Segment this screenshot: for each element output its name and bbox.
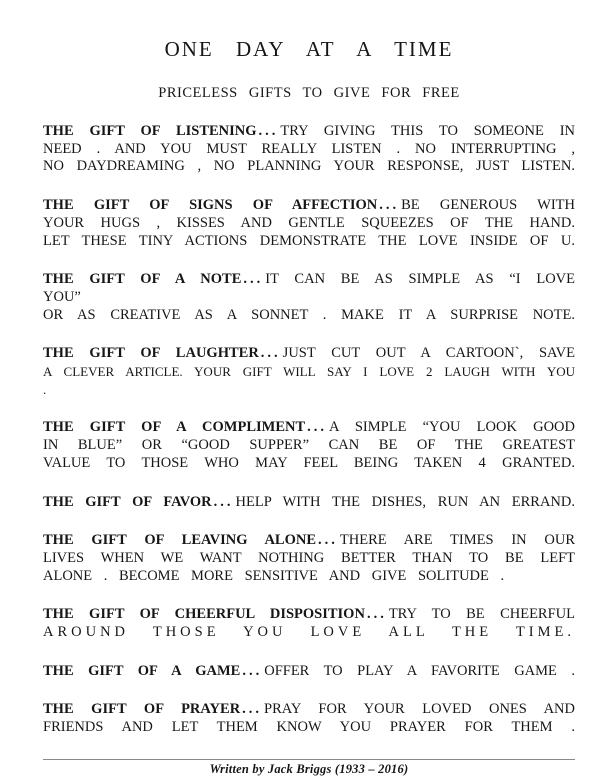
gift-line	[43, 345, 575, 363]
gift-line	[43, 419, 575, 437]
gift-paragraph	[43, 345, 575, 398]
ellipsis: ...	[242, 662, 263, 679]
ellipsis: ...	[242, 701, 263, 718]
gift-text: TRY TO BE CHEERFUL	[388, 606, 575, 623]
gift-text: OFFER TO PLAY A FAVORITE GAME .	[264, 662, 575, 679]
page-subtitle: PRICELESS GIFTS TO GIVE FOR FREE	[158, 85, 460, 101]
gift-text: IT CAN BE AS SIMPLE AS “I LOVE YOU”	[43, 271, 576, 305]
ellipsis: ...	[213, 493, 234, 510]
gift-line	[43, 701, 575, 719]
gift-line	[43, 197, 575, 215]
gift-line	[43, 663, 575, 681]
gift-line	[43, 494, 575, 512]
gift-text: THERE ARE TIMES IN OUR	[339, 532, 575, 549]
gift-line: LET THESE TINY ACTIONS DEMONSTRATE THE LOVE INSIDE OF U.	[43, 232, 575, 249]
ellipsis: ...	[366, 606, 387, 623]
gift-paragraph	[43, 606, 575, 641]
gift-line: OR AS CREATIVE AS A SONNET . MAKE IT A SURPRISE NOTE.	[43, 306, 575, 323]
gift-line: NEED . AND YOU MUST REALLY LISTEN . NO INTERRUPTING ,	[43, 140, 575, 157]
page-footer	[43, 759, 575, 777]
footer-divider	[43, 759, 575, 760]
gift-line: FRIENDS AND LET THEM KNOW YOU PRAYER FOR THEM .	[43, 719, 575, 736]
gift-paragraph	[43, 494, 575, 512]
gift-paragraph	[43, 532, 575, 585]
ellipsis: ...	[318, 532, 338, 549]
gift-text: HELP WITH THE DISHES, RUN AN ERRAND.	[235, 493, 575, 510]
gift-line	[43, 532, 575, 550]
gift-line: YOUR HUGS , KISSES AND GENTLE SQUEEZES OF THE HAND.	[43, 214, 575, 231]
gift-line: NO DAYDREAMING , NO PLANNING YOUR RESPONSE, JUST LISTEN.	[43, 158, 575, 175]
gift-paragraph	[43, 701, 575, 736]
gift-lead: THE GIFT OF A GAME	[43, 662, 241, 679]
gift-line: VALUE TO THOSE WHO MAY FEEL BEING TAKEN 4 GRANTED.	[43, 454, 575, 471]
page-title: ONE DAY AT A TIME	[164, 37, 454, 61]
gift-line: IN BLUE” OR “GOOD SUPPER” CAN BE OF THE GREATEST	[43, 437, 575, 454]
gift-text: TRY GIVING THIS TO SOMEONE IN	[280, 123, 575, 139]
gift-lead: THE GIFT OF SIGNS OF AFFECTION	[43, 197, 378, 214]
gift-lead: THE GIFT OF A NOTE	[43, 271, 242, 288]
gift-lead: THE GIFT OF CHEERFUL DISPOSITION	[43, 606, 365, 623]
gift-paragraph	[43, 663, 575, 681]
gift-line: ALONE . BECOME MORE SENSITIVE AND GIVE SOLITUDE .	[43, 567, 505, 584]
gift-line	[43, 271, 575, 306]
gift-line: A CLEVER ARTICLE. YOUR GIFT WILL SAY I LOVE 2 LAUGH WITH YOU .	[43, 364, 575, 397]
ellipsis: ...	[260, 345, 281, 362]
gift-lead: THE GIFT OF FAVOR	[43, 493, 212, 510]
gift-text: JUST CUT OUT A CARTOON`, SAVE	[282, 345, 575, 362]
gift-paragraph	[43, 123, 575, 176]
gift-line	[43, 123, 575, 141]
ellipsis: ...	[243, 271, 264, 288]
gift-paragraph	[43, 419, 575, 472]
gift-text: PRAY FOR YOUR LOVED ONES AND	[264, 701, 576, 718]
gift-list	[43, 123, 575, 737]
ellipsis: ...	[379, 197, 400, 214]
gift-lead: THE GIFT OF PRAYER	[43, 701, 241, 718]
gift-lead: THE GIFT OF LEAVING ALONE	[43, 532, 317, 549]
gift-paragraph	[43, 197, 575, 250]
gift-paragraph	[43, 271, 575, 324]
gift-line: AROUND THOSE YOU LOVE ALL THE TIME.	[43, 624, 575, 641]
ellipsis: ...	[258, 123, 279, 139]
ellipsis: ...	[307, 419, 328, 436]
gift-text: A SIMPLE “YOU LOOK GOOD	[329, 419, 576, 436]
gift-line	[43, 606, 575, 624]
footer-credit: Written by Jack Briggs (1933 – 2016)	[209, 761, 409, 776]
gift-text: BE GENEROUS WITH	[401, 197, 575, 214]
gift-line: LIVES WHEN WE WANT NOTHING BETTER THAN TO BE LEFT	[43, 549, 575, 566]
gift-lead: THE GIFT OF A COMPLIMENT	[43, 419, 306, 436]
gift-lead: THE GIFT OF LAUGHTER	[43, 345, 259, 362]
gift-lead: THE GIFT OF LISTENING	[43, 123, 257, 139]
